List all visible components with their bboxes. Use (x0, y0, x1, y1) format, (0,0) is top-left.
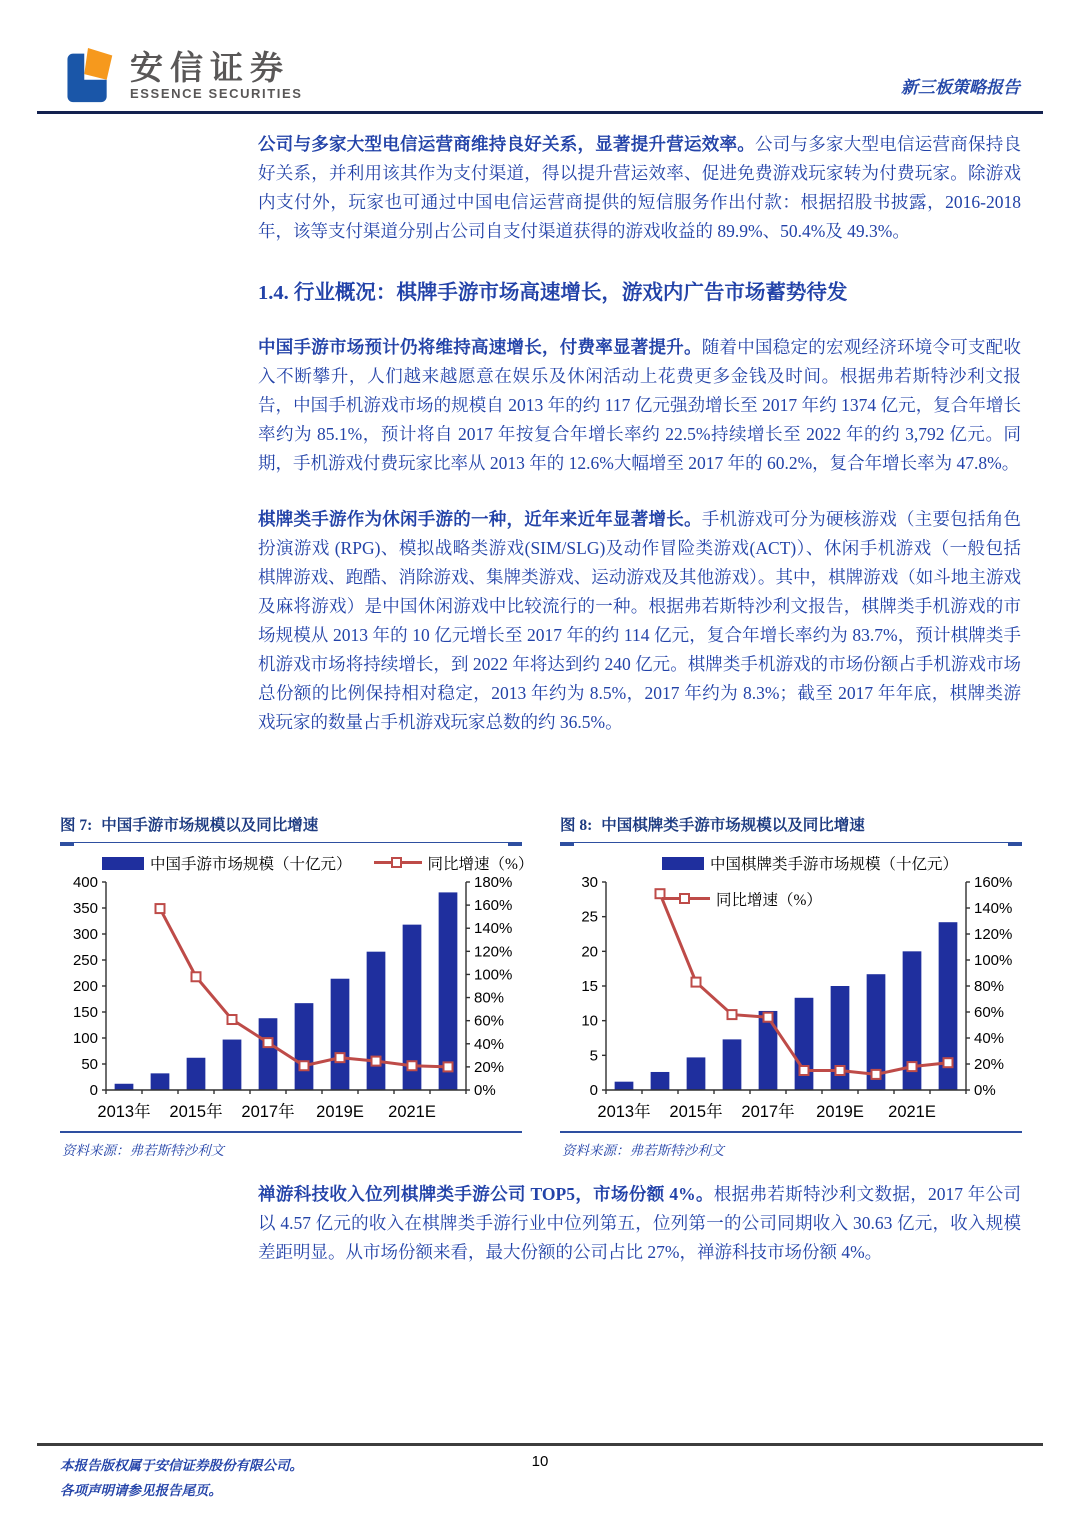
svg-text:2021E: 2021E (388, 1103, 436, 1121)
svg-text:100%: 100% (974, 952, 1013, 969)
bar-series-swatch-icon (102, 857, 144, 870)
svg-text:40%: 40% (474, 1035, 505, 1053)
legend-item-line (662, 888, 822, 910)
footer-line-1: 本报告版权属于安信证券股份有限公司。 (60, 1458, 303, 1473)
svg-text:100: 100 (72, 1030, 98, 1047)
figure-8 (560, 815, 1022, 1159)
svg-text:300: 300 (72, 926, 98, 943)
svg-text:180%: 180% (474, 874, 513, 891)
svg-text:40%: 40% (974, 1030, 1005, 1047)
footer-line-2: 各项声明请参见报告尾页。 (60, 1483, 222, 1498)
svg-text:2013年: 2013年 (97, 1103, 151, 1121)
essence-securities-logo-icon (60, 46, 116, 106)
svg-text:0: 0 (589, 1082, 598, 1099)
figures-row (60, 815, 1022, 1159)
figure-7-chart (60, 874, 522, 1126)
figure-label: 图 7: (60, 817, 93, 834)
svg-text:2019E: 2019E (816, 1103, 864, 1121)
page-header (60, 28, 1020, 106)
paragraph-body: 公司与多家大型电信运营商保持良好关系，并利用该其作为支付渠道，得以提升营运效率、促进免费游戏玩家转为付费玩家。除游戏内支付外，玩家也可通过中国电信运营商提供的短信服务作出付款：根据招股书披露，2016-2018 年，该等支付渠道分别占公司自支付渠道获得的游戏收益的 89.9%、50.4%及 49.3%。 (258, 134, 1021, 241)
line-series-swatch-icon (662, 893, 710, 905)
svg-text:2015年: 2015年 (169, 1103, 223, 1121)
svg-text:100%: 100% (474, 966, 513, 984)
figure-8-legend-row1 (662, 854, 1022, 872)
svg-text:10: 10 (581, 1012, 598, 1030)
paragraph-body: 根据弗若斯特沙利文数据，2017 年公司以 4.57 亿元的收入在棋牌类手游行业中位列第五，位列第一的公司同期收入 30.63 亿元，收入规模差距明显。从市场份额来看，最大份额的公司占比 27%，禅游科技市场份额 4%。 (258, 1184, 1021, 1262)
legend-item-bar (662, 852, 958, 874)
svg-text:160%: 160% (474, 897, 513, 915)
paragraph-mobile-game-market (258, 333, 1021, 478)
svg-text:250: 250 (72, 952, 98, 969)
paragraph-company-ranking (258, 1180, 1021, 1267)
figure-7-source: 资料来源：弗若斯特沙利文 (60, 1131, 522, 1159)
svg-text:140%: 140% (474, 920, 513, 938)
svg-text:60%: 60% (474, 1012, 505, 1030)
legend-item-bar (102, 852, 352, 874)
paragraph-card-game-market (258, 505, 1021, 737)
report-type-label: 新三板策略报告 (901, 78, 1020, 97)
svg-text:20: 20 (581, 943, 598, 961)
page-number: 10 (531, 1453, 549, 1470)
section-heading-1-4: 1.4. 行业概况：棋牌手游市场高速增长，游戏内广告市场蓄势待发 (258, 282, 848, 304)
svg-text:2021E: 2021E (888, 1103, 936, 1121)
svg-text:0%: 0% (974, 1082, 996, 1099)
brand (60, 46, 303, 106)
figure-7-title (60, 815, 522, 843)
svg-text:25: 25 (581, 908, 598, 926)
svg-text:350: 350 (72, 900, 98, 917)
body-text-block (258, 130, 1021, 737)
svg-text:2017年: 2017年 (241, 1103, 295, 1121)
paragraph-body: 随着中国稳定的宏观经济环境令可支配收入不断攀升，人们越来越愿意在娱乐及休闲活动上花费更多金钱及时间。根据弗若斯特沙利文报告，中国手机游戏市场的规模自 2013 年的约 117 亿元强劲增长至 2017 年约 1374 亿元，复合年增长率约为 85.1%，预计将自 2017 年按复合年增长率约 22.5%持续增长至 2022 年的约 3,792 亿元。同期，手机游戏付费玩家比率从 2013 年的 12.6%大幅增至 2017 年的 60.2%，复合年增长率为 47.8%。 (258, 337, 1021, 473)
line-series-swatch-icon (374, 857, 422, 869)
svg-text:150: 150 (72, 1004, 98, 1021)
svg-text:400: 400 (72, 874, 98, 891)
brand-name-cn: 安信证券 (130, 49, 290, 86)
figure-label: 图 8: (560, 817, 593, 834)
svg-text:140%: 140% (974, 900, 1013, 917)
svg-text:120%: 120% (474, 943, 513, 961)
svg-text:15: 15 (581, 978, 598, 995)
header-divider (37, 111, 1043, 114)
title-rule-right-tick (508, 843, 522, 846)
legend-label: 同比增速（%） (427, 856, 534, 873)
title-rule-left-tick (560, 843, 574, 846)
svg-text:20%: 20% (974, 1056, 1005, 1073)
svg-text:30: 30 (581, 874, 598, 891)
paragraph-body: 手机游戏可分为硬核游戏（主要包括角色扮演游戏 (RPG)、模拟战略类游戏(SIM/SLG)及动作冒险类游戏(ACT)）、休闲手机游戏（一般包括棋牌游戏、跑酷、消除游戏、集牌类游戏、运动游戏及其他游戏）。其中，棋牌游戏（如斗地主游戏及麻将游戏）是中国休闲游戏中比较流行的一种。根据弗若斯特沙利文报告，棋牌类手机游戏的市场规模从 2013 年的 10 亿元增长至 2017 年的约 114 亿元，复合年增长率约为 83.7%，预计棋牌类手机游戏市场将持续增长，到 2022 年将达到约 240 亿元。棋牌类手机游戏的市场份额占手机游戏市场总份额的比例保持相对稳定，2013 年约为 8.5%，2017 年约为 8.3%；截至 2017 年年底，棋牌类游戏玩家的数量占手机游戏玩家总数的约 36.5%。 (258, 509, 1021, 732)
svg-text:120%: 120% (974, 926, 1013, 943)
svg-text:2019E: 2019E (316, 1103, 364, 1121)
figure-title-text: 中国棋牌类手游市场规模以及同比增速 (601, 817, 865, 834)
title-rule-left-tick (60, 843, 74, 846)
spacer (258, 478, 1021, 505)
svg-text:2013年: 2013年 (597, 1103, 651, 1121)
legend-label: 中国棋牌类手游市场规模（十亿元） (710, 856, 959, 873)
figure-8-legend-row2 (662, 888, 822, 910)
svg-text:5: 5 (589, 1047, 598, 1065)
paragraph-telecom-relations (258, 130, 1021, 246)
paragraph-lead-bold: 中国手游市场预计仍将维持高速增长，付费率显著提升。 (258, 337, 702, 357)
svg-text:0%: 0% (474, 1082, 496, 1099)
figure-8-source: 资料来源：弗若斯特沙利文 (560, 1131, 1022, 1159)
svg-text:2015年: 2015年 (669, 1103, 723, 1121)
svg-text:20%: 20% (474, 1058, 505, 1076)
legend-label: 中国手游市场规模（十亿元） (150, 856, 352, 873)
brand-text (130, 50, 303, 102)
paragraph-lead-bold: 公司与多家大型电信运营商维持良好关系，显著提升营运效率。 (258, 134, 755, 154)
figure-7 (60, 815, 534, 1159)
legend-item-line (374, 852, 534, 874)
legend-label: 同比增速（%） (716, 892, 822, 909)
paragraph-lead-bold: 棋牌类手游作为休闲手游的一种，近年来近年显著增长。 (258, 509, 702, 529)
svg-text:160%: 160% (974, 874, 1013, 891)
footer-divider (37, 1443, 1043, 1446)
figure-title-text: 中国手游市场规模以及同比增速 (101, 817, 319, 834)
svg-text:80%: 80% (974, 978, 1005, 995)
title-rule-right-tick (1008, 843, 1022, 846)
paragraph-lead-bold: 禅游科技收入位列棋牌类手游公司 TOP5，市场份额 4%。 (258, 1184, 714, 1204)
svg-text:200: 200 (72, 978, 98, 995)
figure-7-legend (102, 854, 534, 873)
figure-8-chart (560, 874, 1022, 1126)
bar-series-swatch-icon (662, 857, 704, 870)
brand-name-en: ESSENCE SECURITIES (130, 86, 303, 101)
svg-text:0: 0 (89, 1082, 98, 1099)
svg-text:60%: 60% (974, 1004, 1005, 1021)
svg-text:80%: 80% (474, 989, 505, 1007)
figure-8-title (560, 815, 1022, 843)
bottom-text-block (258, 1180, 1021, 1267)
svg-text:2017年: 2017年 (741, 1103, 795, 1121)
svg-text:50: 50 (81, 1056, 98, 1073)
